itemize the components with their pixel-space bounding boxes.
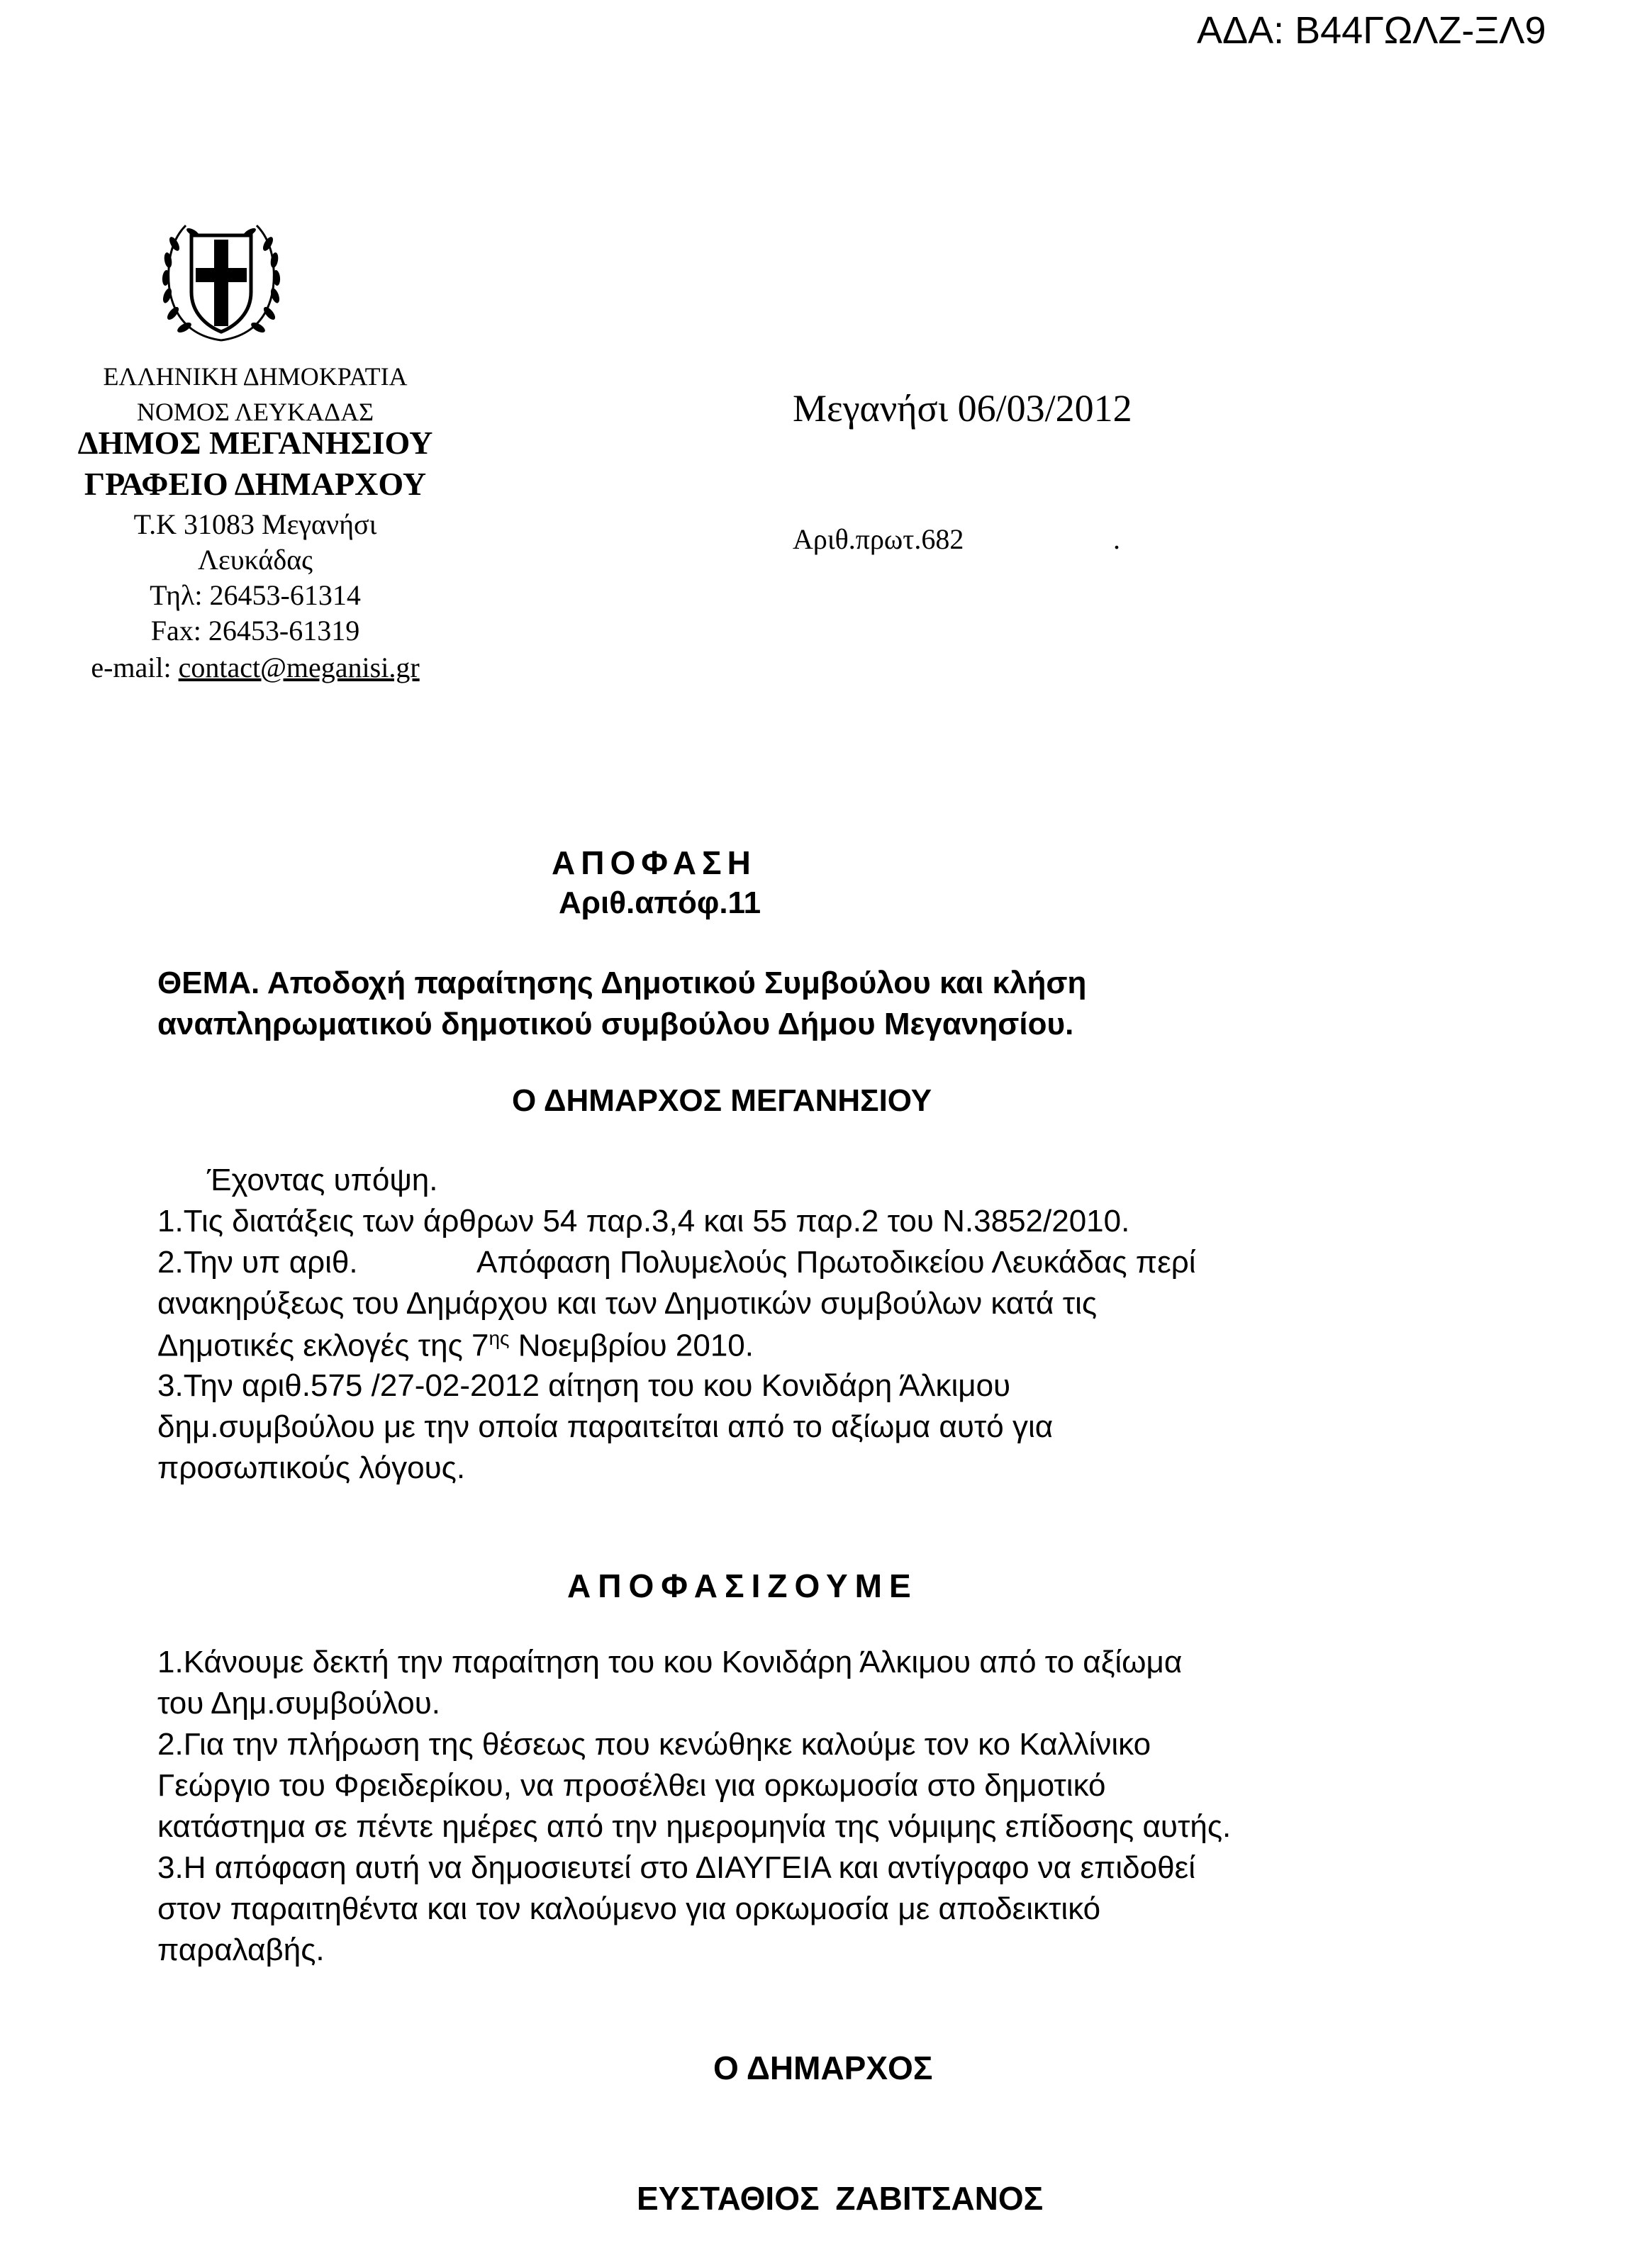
header-republic: ΕΛΛΗΝΙΚΗ ΔΗΜΟΚΡΑΤΙΑ [103,362,408,391]
mayor-heading: Ο ΔΗΜΑΡΧΟΣ ΜΕΓΑΝΗΣΙΟΥ [512,1083,932,1118]
subject-line-2: αναπληρωματικού δημοτικού συμβούλου Δήμου Μεγανησίου. [157,1007,1074,1041]
coat-of-arms-icon [157,214,285,349]
subject-line-1: ΘΕΜΑ. Αποδοχή παραίτησης Δημοτικού Συμβούλου και κλήση [157,966,1087,1000]
election-date: Νοεμβρίου 2010. [509,1328,754,1363]
decision-item-3-line1: 3.Η απόφαση αυτή να δημοσιευτεί στο ΔΙΑΥΓΕΙΑ και αντίγραφο να επιδοθεί [157,1850,1196,1885]
header-prefecture: ΝΟΜΟΣ ΛΕΥΚΑΔΑΣ [136,398,374,426]
considering-item-3-line2: δημ.συμβούλου με την οποία παραιτείται από το αξίωμα αυτό για [157,1409,1054,1444]
header-fax: Fax: 26453-61319 [150,615,360,647]
ada-number: ΑΔΑ: Β44ΓΩΛΖ-ΞΛ9 [1197,9,1546,52]
decision-item-1-line1: 1.Κάνουμε δεκτή την παραίτηση του κου Κονιδάρη Άλκιμου από το αξίωμα [157,1645,1183,1679]
header-region: Λευκάδας [197,544,313,576]
header-municipality: ΔΗΜΟΣ ΜΕΓΑΝΗΣΙΟΥ [77,425,433,461]
considering-item-3-line3: προσωπικούς λόγους. [157,1450,466,1485]
ordinal-suffix: ης [489,1327,510,1349]
considering-intro: Έχοντας υπόψη. [207,1163,438,1197]
we-decide-heading: ΑΠΟΦΑΣΙΖΟΥΜΕ [567,1567,918,1604]
considering-item-3-line1: 3.Την αριθ.575 /27-02-2012 αίτηση του κου Κονιδάρη Άλκιμου [157,1368,1011,1403]
decision-number: Αριθ.απόφ.11 [559,885,761,920]
election-text: Δημοτικές εκλογές της 7 [157,1328,489,1363]
header-office: ΓΡΑΦΕΙΟ ΔΗΜΑΡΧΟΥ [84,466,427,502]
decision-title: ΑΠΟΦΑΣΗ [552,844,757,881]
email-link[interactable]: contact@meganisi.gr [178,652,420,683]
decision-item-2-line2: Γεώργιο του Φρειδερίκου, να προσέλθει για ορκωμοσία στο δημοτικό [157,1768,1106,1803]
considering-item-1: 1.Τις διατάξεις των άρθρων 54 παρ.3,4 και 55 παρ.2 του Ν.3852/2010. [157,1204,1130,1238]
email-label: e-mail: [91,652,179,683]
considering-item-2-line2: ανακηρύξεως του Δημάρχου και των Δημοτικών συμβούλων κατά τις [157,1286,1098,1321]
considering-item-2-cont: Απόφαση Πολυμελούς Πρωτοδικείου Λευκάδας περί [476,1245,1196,1280]
header-phone: Τηλ: 26453-61314 [150,579,361,611]
header-email [28,651,482,684]
decision-item-2-line3: κατάστημα σε πέντε ημέρες από την ημερομηνία της νόμιμης επίδοσης αυτής. [157,1809,1232,1844]
header-postal-code: Τ.Κ 31083 Μεγανήσι [133,508,377,540]
protocol-trailing-dot: . [1113,523,1120,555]
document-date: Μεγανήσι 06/03/2012 [793,387,1132,430]
considering-item-2-start: 2.Την υπ αριθ. [157,1245,358,1280]
signer-name: ΕΥΣΤΑΘΙΟΣ ΖΑΒΙΤΣΑΝΟΣ [637,2180,1044,2217]
signer-title: Ο ΔΗΜΑΡΧΟΣ [713,2050,933,2086]
decision-item-2-line1: 2.Για την πλήρωση της θέσεως που κενώθηκε καλούμε τον κο Καλλίνικο [157,1727,1151,1762]
considering-item-2-line3 [157,1327,754,1364]
decision-item-3-line3: παραλαβής. [157,1933,325,1967]
decision-item-3-line2: στον παραιτηθέντα και τον καλούμενο για ορκωμοσία με αποδεικτικό [157,1891,1101,1926]
decision-item-1-line2: του Δημ.συμβούλου. [157,1686,441,1721]
protocol-number: Αριθ.πρωτ.682 [793,523,964,555]
